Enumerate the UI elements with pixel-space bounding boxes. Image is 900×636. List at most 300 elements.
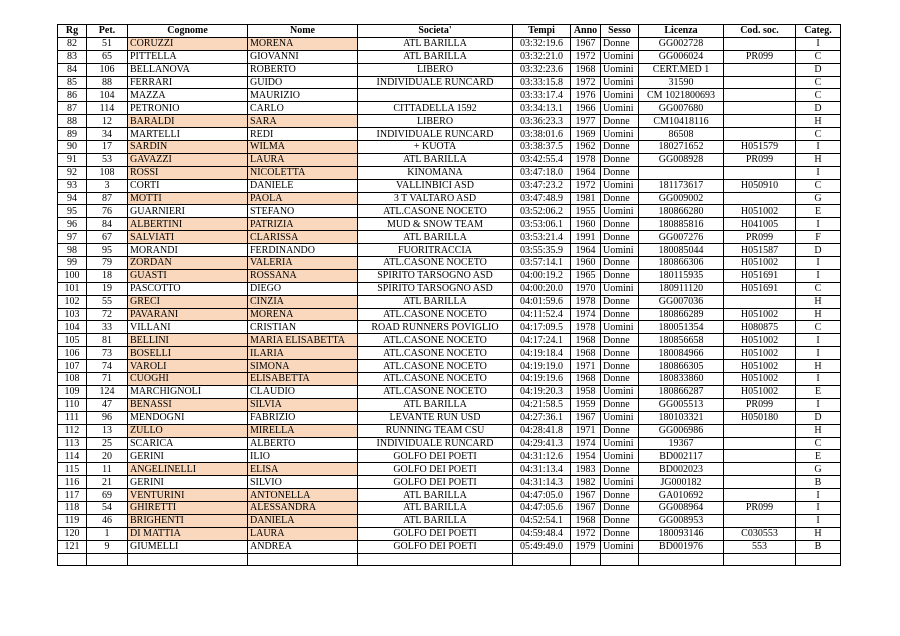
cell-nome: STEFANO	[248, 205, 358, 218]
cell-societa: ATL BARILLA	[358, 514, 513, 527]
table-row	[58, 514, 841, 527]
cell-anno: 1960	[571, 218, 601, 231]
cell-sesso: Donne	[601, 115, 639, 128]
cell-tempi: 04:29:41.3	[513, 437, 571, 450]
cell-categ: I	[796, 398, 841, 411]
cell-rg: 91	[58, 153, 87, 166]
cell-rg: 120	[58, 527, 87, 540]
cell-societa: RUNNING TEAM CSU	[358, 424, 513, 437]
cell-anno: 1983	[571, 463, 601, 476]
cell-rg: 90	[58, 141, 87, 154]
cell-societa: CITTADELLA 1592	[358, 102, 513, 115]
cell-nome: ILIO	[248, 450, 358, 463]
cell-cognome: GUARNIERI	[128, 205, 248, 218]
cell-societa: + KUOTA	[358, 141, 513, 154]
cell-rg: 86	[58, 89, 87, 102]
table-row	[58, 385, 841, 398]
cell-cod-soc	[724, 63, 796, 76]
cell-nome: NICOLETTA	[248, 166, 358, 179]
cell-categ: I	[796, 257, 841, 270]
cell-licenza: GG008953	[639, 514, 724, 527]
cell-categ: D	[796, 244, 841, 257]
cell-anno: 1978	[571, 321, 601, 334]
col-header-rg: Rg	[58, 25, 87, 38]
cell-cognome: CUOGHI	[128, 373, 248, 386]
cell-anno: 1968	[571, 63, 601, 76]
cell-tempi: 04:17:24.1	[513, 334, 571, 347]
cell-anno: 1959	[571, 398, 601, 411]
cell-tempi: 04:11:52.4	[513, 308, 571, 321]
table-row	[58, 540, 841, 553]
cell-societa: ATL.CASONE NOCETO	[358, 373, 513, 386]
cell-licenza: 180115935	[639, 269, 724, 282]
cell-sesso: Donne	[601, 527, 639, 540]
cell-categ: C	[796, 437, 841, 450]
cell-cod-soc	[724, 166, 796, 179]
cell-cod-soc	[724, 295, 796, 308]
cell-pet: 34	[87, 128, 128, 141]
cell-nome: CLAUDIO	[248, 385, 358, 398]
cell-nome: FERDINANDO	[248, 244, 358, 257]
cell-anno: 1955	[571, 205, 601, 218]
cell-rg: 108	[58, 373, 87, 386]
table-row	[58, 489, 841, 502]
results-table	[57, 24, 841, 566]
cell-anno: 1972	[571, 50, 601, 63]
cell-cod-soc: PR099	[724, 501, 796, 514]
cell-sesso: Uomini	[601, 450, 639, 463]
cell-sesso: Uomini	[601, 476, 639, 489]
cell-sesso: Donne	[601, 398, 639, 411]
cell-licenza: 180856658	[639, 334, 724, 347]
cell-anno: 1978	[571, 295, 601, 308]
cell-cognome: SALVIATI	[128, 231, 248, 244]
cell-rg: 117	[58, 489, 87, 502]
cell-licenza: CM10418116	[639, 115, 724, 128]
cell-rg: 101	[58, 282, 87, 295]
cell-rg: 99	[58, 257, 87, 270]
cell-categ: H	[796, 527, 841, 540]
cell-rg: 107	[58, 360, 87, 373]
cell-tempi: 04:59:48.4	[513, 527, 571, 540]
cell-cod-soc: H051002	[724, 347, 796, 360]
cell-anno: 1969	[571, 128, 601, 141]
cell-sesso: Uomini	[601, 411, 639, 424]
table-row	[58, 321, 841, 334]
cell-sesso: Donne	[601, 501, 639, 514]
cell-pet: 106	[87, 63, 128, 76]
cell-licenza: 86508	[639, 128, 724, 141]
cell-tempi: 03:47:18.0	[513, 166, 571, 179]
table-row	[58, 76, 841, 89]
cell-nome: GUIDO	[248, 76, 358, 89]
cell-societa: ATL BARILLA	[358, 398, 513, 411]
cell-categ: B	[796, 476, 841, 489]
cell-licenza: 180093146	[639, 527, 724, 540]
cell-tempi: 04:01:59.6	[513, 295, 571, 308]
cell-anno: 1991	[571, 231, 601, 244]
cell-rg: 110	[58, 398, 87, 411]
cell-tempi: 04:47:05.6	[513, 501, 571, 514]
table-row	[58, 231, 841, 244]
cell-categ: C	[796, 282, 841, 295]
cell-licenza: GG005513	[639, 398, 724, 411]
cell-rg: 97	[58, 231, 87, 244]
cell-societa: GOLFO DEI POETI	[358, 527, 513, 540]
cell-nome: FABRIZIO	[248, 411, 358, 424]
cell-cognome: PETRONIO	[128, 102, 248, 115]
cell-cod-soc	[724, 115, 796, 128]
cell-societa: FUORITRACCIA	[358, 244, 513, 257]
col-header-sesso: Sesso	[601, 25, 639, 38]
col-header-cognome: Cognome	[128, 25, 248, 38]
cell-anno: 1954	[571, 450, 601, 463]
cell-cod-soc	[724, 476, 796, 489]
col-header-categ: Categ.	[796, 25, 841, 38]
cell-rg: 114	[58, 450, 87, 463]
cell-categ: H	[796, 308, 841, 321]
cell-categ: D	[796, 102, 841, 115]
cell-rg: 106	[58, 347, 87, 360]
cell-cognome: ZULLO	[128, 424, 248, 437]
cell-rg: 116	[58, 476, 87, 489]
cell-societa: GOLFO DEI POETI	[358, 476, 513, 489]
cell-rg: 83	[58, 50, 87, 63]
cell-pet: 73	[87, 347, 128, 360]
table-row	[58, 437, 841, 450]
cell-anno: 1965	[571, 269, 601, 282]
cell-licenza: 180866280	[639, 205, 724, 218]
table-row	[58, 166, 841, 179]
table-row	[58, 269, 841, 282]
cell-cognome: MARTELLI	[128, 128, 248, 141]
cell-sesso: Donne	[601, 257, 639, 270]
cell-cognome: PAVARANI	[128, 308, 248, 321]
cell-licenza: 180103321	[639, 411, 724, 424]
cell-cod-soc: 553	[724, 540, 796, 553]
cell-nome: VALERIA	[248, 257, 358, 270]
table-row	[58, 501, 841, 514]
cell-sesso: Donne	[601, 514, 639, 527]
table-row	[58, 463, 841, 476]
table-row	[58, 476, 841, 489]
cell-tempi: 03:38:01.6	[513, 128, 571, 141]
table-row	[58, 102, 841, 115]
cell-categ: G	[796, 463, 841, 476]
cell-nome: ALBERTO	[248, 437, 358, 450]
cell-cod-soc: PR099	[724, 231, 796, 244]
cell-cod-soc	[724, 450, 796, 463]
cell-tempi: 04:31:14.3	[513, 476, 571, 489]
cell-cognome: VAROLI	[128, 360, 248, 373]
cell-tempi: 04:17:09.5	[513, 321, 571, 334]
cell-sesso: Uomini	[601, 540, 639, 553]
cell-pet: 114	[87, 102, 128, 115]
table-row	[58, 295, 841, 308]
empty-cell	[513, 553, 571, 566]
cell-tempi: 04:31:13.4	[513, 463, 571, 476]
cell-cognome: GRECI	[128, 295, 248, 308]
cell-rg: 105	[58, 334, 87, 347]
cell-rg: 98	[58, 244, 87, 257]
cell-cognome: BELLINI	[128, 334, 248, 347]
cell-tempi: 03:32:21.0	[513, 50, 571, 63]
cell-rg: 102	[58, 295, 87, 308]
cell-nome: CRISTIAN	[248, 321, 358, 334]
cell-categ: I	[796, 347, 841, 360]
cell-cognome: GAVAZZI	[128, 153, 248, 166]
cell-cognome: MENDOGNI	[128, 411, 248, 424]
cell-pet: 21	[87, 476, 128, 489]
cell-societa: ATL BARILLA	[358, 295, 513, 308]
cell-pet: 53	[87, 153, 128, 166]
cell-tempi: 04:00:19.2	[513, 269, 571, 282]
cell-sesso: Uomini	[601, 385, 639, 398]
table-row	[58, 179, 841, 192]
cell-licenza: JG000182	[639, 476, 724, 489]
cell-categ: C	[796, 128, 841, 141]
cell-anno: 1964	[571, 244, 601, 257]
cell-categ: H	[796, 360, 841, 373]
cell-anno: 1972	[571, 527, 601, 540]
cell-cod-soc	[724, 89, 796, 102]
cell-pet: 95	[87, 244, 128, 257]
cell-sesso: Uomini	[601, 63, 639, 76]
cell-tempi: 03:53:06.1	[513, 218, 571, 231]
cell-cod-soc: H051002	[724, 360, 796, 373]
cell-cognome: SARDIN	[128, 141, 248, 154]
cell-nome: CINZIA	[248, 295, 358, 308]
cell-tempi: 03:57:14.1	[513, 257, 571, 270]
cell-pet: 72	[87, 308, 128, 321]
cell-nome: ANDREA	[248, 540, 358, 553]
empty-cell	[796, 553, 841, 566]
table-row	[58, 115, 841, 128]
cell-cod-soc	[724, 76, 796, 89]
cell-licenza: BD002023	[639, 463, 724, 476]
results-body	[58, 37, 841, 566]
cell-tempi: 03:34:13.1	[513, 102, 571, 115]
cell-categ: I	[796, 37, 841, 50]
cell-nome: ALESSANDRA	[248, 501, 358, 514]
cell-tempi: 03:33:15.8	[513, 76, 571, 89]
cell-cognome: ZORDAN	[128, 257, 248, 270]
cell-cod-soc: H051002	[724, 334, 796, 347]
cell-pet: 124	[87, 385, 128, 398]
cell-tempi: 03:32:23.6	[513, 63, 571, 76]
cell-anno: 1967	[571, 37, 601, 50]
cell-sesso: Donne	[601, 334, 639, 347]
cell-pet: 71	[87, 373, 128, 386]
cell-tempi: 03:55:35.9	[513, 244, 571, 257]
cell-nome: SARA	[248, 115, 358, 128]
table-row	[58, 37, 841, 50]
cell-tempi: 03:33:17.4	[513, 89, 571, 102]
cell-societa: ATL BARILLA	[358, 37, 513, 50]
cell-sesso: Uomini	[601, 244, 639, 257]
cell-pet: 33	[87, 321, 128, 334]
cell-societa: SPIRITO TARSOGNO ASD	[358, 269, 513, 282]
cell-cognome: DI MATTIA	[128, 527, 248, 540]
cell-pet: 65	[87, 50, 128, 63]
cell-tempi: 03:52:06.2	[513, 205, 571, 218]
cell-licenza: 180271652	[639, 141, 724, 154]
cell-cognome: GERINI	[128, 450, 248, 463]
cell-pet: 17	[87, 141, 128, 154]
cell-cod-soc: H051579	[724, 141, 796, 154]
cell-anno: 1966	[571, 102, 601, 115]
cell-nome: LAURA	[248, 153, 358, 166]
cell-pet: 87	[87, 192, 128, 205]
cell-rg: 115	[58, 463, 87, 476]
cell-licenza: 180084966	[639, 347, 724, 360]
cell-anno: 1972	[571, 76, 601, 89]
cell-tempi: 03:42:55.4	[513, 153, 571, 166]
cell-anno: 1971	[571, 360, 601, 373]
cell-licenza: 181173617	[639, 179, 724, 192]
cell-nome: MARIA ELISABETTA	[248, 334, 358, 347]
cell-cod-soc: H051002	[724, 373, 796, 386]
cell-pet: 20	[87, 450, 128, 463]
cell-societa: 3 T VALTARO ASD	[358, 192, 513, 205]
cell-cod-soc	[724, 424, 796, 437]
header-row	[58, 25, 841, 38]
cell-anno: 1979	[571, 540, 601, 553]
cell-cod-soc	[724, 489, 796, 502]
cell-nome: DANIELA	[248, 514, 358, 527]
cell-licenza: 19367	[639, 437, 724, 450]
cell-pet: 108	[87, 166, 128, 179]
cell-cognome: CORTI	[128, 179, 248, 192]
col-header-tempi: Tempi	[513, 25, 571, 38]
cell-cod-soc	[724, 437, 796, 450]
cell-licenza: GG007276	[639, 231, 724, 244]
cell-rg: 84	[58, 63, 87, 76]
cell-cognome: GUASTI	[128, 269, 248, 282]
cell-categ: G	[796, 192, 841, 205]
cell-sesso: Donne	[601, 424, 639, 437]
col-header-licenza: Licenza	[639, 25, 724, 38]
cell-rg: 113	[58, 437, 87, 450]
table-row	[58, 373, 841, 386]
cell-pet: 55	[87, 295, 128, 308]
empty-cell	[601, 553, 639, 566]
cell-categ: H	[796, 424, 841, 437]
cell-societa: ATL BARILLA	[358, 489, 513, 502]
cell-licenza: GG008928	[639, 153, 724, 166]
cell-cod-soc: H051587	[724, 244, 796, 257]
cell-societa: GOLFO DEI POETI	[358, 463, 513, 476]
cell-sesso: Donne	[601, 308, 639, 321]
table-row	[58, 282, 841, 295]
cell-rg: 92	[58, 166, 87, 179]
empty-cell	[571, 553, 601, 566]
cell-cognome: GERINI	[128, 476, 248, 489]
cell-cognome: MOTTI	[128, 192, 248, 205]
table-row	[58, 141, 841, 154]
table-row	[58, 257, 841, 270]
cell-anno: 1968	[571, 347, 601, 360]
cell-anno: 1972	[571, 179, 601, 192]
table-row	[58, 424, 841, 437]
cell-cognome: ALBERTINI	[128, 218, 248, 231]
cell-tempi: 04:28:41.8	[513, 424, 571, 437]
col-header-anno: Anno	[571, 25, 601, 38]
cell-pet: 54	[87, 501, 128, 514]
cell-cognome: MORANDI	[128, 244, 248, 257]
cell-licenza: 180866305	[639, 360, 724, 373]
cell-pet: 46	[87, 514, 128, 527]
cell-rg: 100	[58, 269, 87, 282]
cell-sesso: Uomini	[601, 282, 639, 295]
cell-nome: ROSSANA	[248, 269, 358, 282]
cell-categ: C	[796, 321, 841, 334]
cell-rg: 82	[58, 37, 87, 50]
cell-categ: H	[796, 115, 841, 128]
cell-nome: SILVIO	[248, 476, 358, 489]
cell-cod-soc: H051002	[724, 257, 796, 270]
empty-cell	[724, 553, 796, 566]
cell-nome: CLARISSA	[248, 231, 358, 244]
cell-sesso: Donne	[601, 231, 639, 244]
cell-rg: 119	[58, 514, 87, 527]
cell-pet: 81	[87, 334, 128, 347]
cell-categ: D	[796, 411, 841, 424]
cell-pet: 67	[87, 231, 128, 244]
cell-societa: ATL.CASONE NOCETO	[358, 385, 513, 398]
cell-categ: C	[796, 76, 841, 89]
cell-sesso: Uomini	[601, 102, 639, 115]
cell-anno: 1968	[571, 373, 601, 386]
cell-tempi: 03:47:48.9	[513, 192, 571, 205]
cell-anno: 1981	[571, 192, 601, 205]
cell-anno: 1960	[571, 257, 601, 270]
cell-sesso: Uomini	[601, 76, 639, 89]
cell-nome: DANIELE	[248, 179, 358, 192]
cell-licenza: 180866287	[639, 385, 724, 398]
cell-rg: 103	[58, 308, 87, 321]
table-row	[58, 308, 841, 321]
cell-categ: E	[796, 205, 841, 218]
cell-licenza: 180885816	[639, 218, 724, 231]
cell-categ: B	[796, 540, 841, 553]
cell-cod-soc	[724, 463, 796, 476]
cell-cod-soc: H051002	[724, 205, 796, 218]
cell-cognome: ROSSI	[128, 166, 248, 179]
cell-rg: 87	[58, 102, 87, 115]
cell-categ: I	[796, 489, 841, 502]
cell-sesso: Uomini	[601, 128, 639, 141]
cell-pet: 19	[87, 282, 128, 295]
cell-sesso: Donne	[601, 192, 639, 205]
cell-cognome: SCARICA	[128, 437, 248, 450]
cell-rg: 94	[58, 192, 87, 205]
cell-licenza: 180051354	[639, 321, 724, 334]
cell-pet: 104	[87, 89, 128, 102]
table-row	[58, 63, 841, 76]
cell-licenza: 180085044	[639, 244, 724, 257]
cell-cod-soc	[724, 192, 796, 205]
cell-cod-soc: C030553	[724, 527, 796, 540]
cell-tempi: 04:27:36.1	[513, 411, 571, 424]
cell-rg: 112	[58, 424, 87, 437]
cell-societa: LIBERO	[358, 115, 513, 128]
cell-sesso: Uomini	[601, 50, 639, 63]
cell-categ: I	[796, 218, 841, 231]
cell-pet: 3	[87, 179, 128, 192]
cell-licenza: GG008964	[639, 501, 724, 514]
cell-categ: I	[796, 514, 841, 527]
